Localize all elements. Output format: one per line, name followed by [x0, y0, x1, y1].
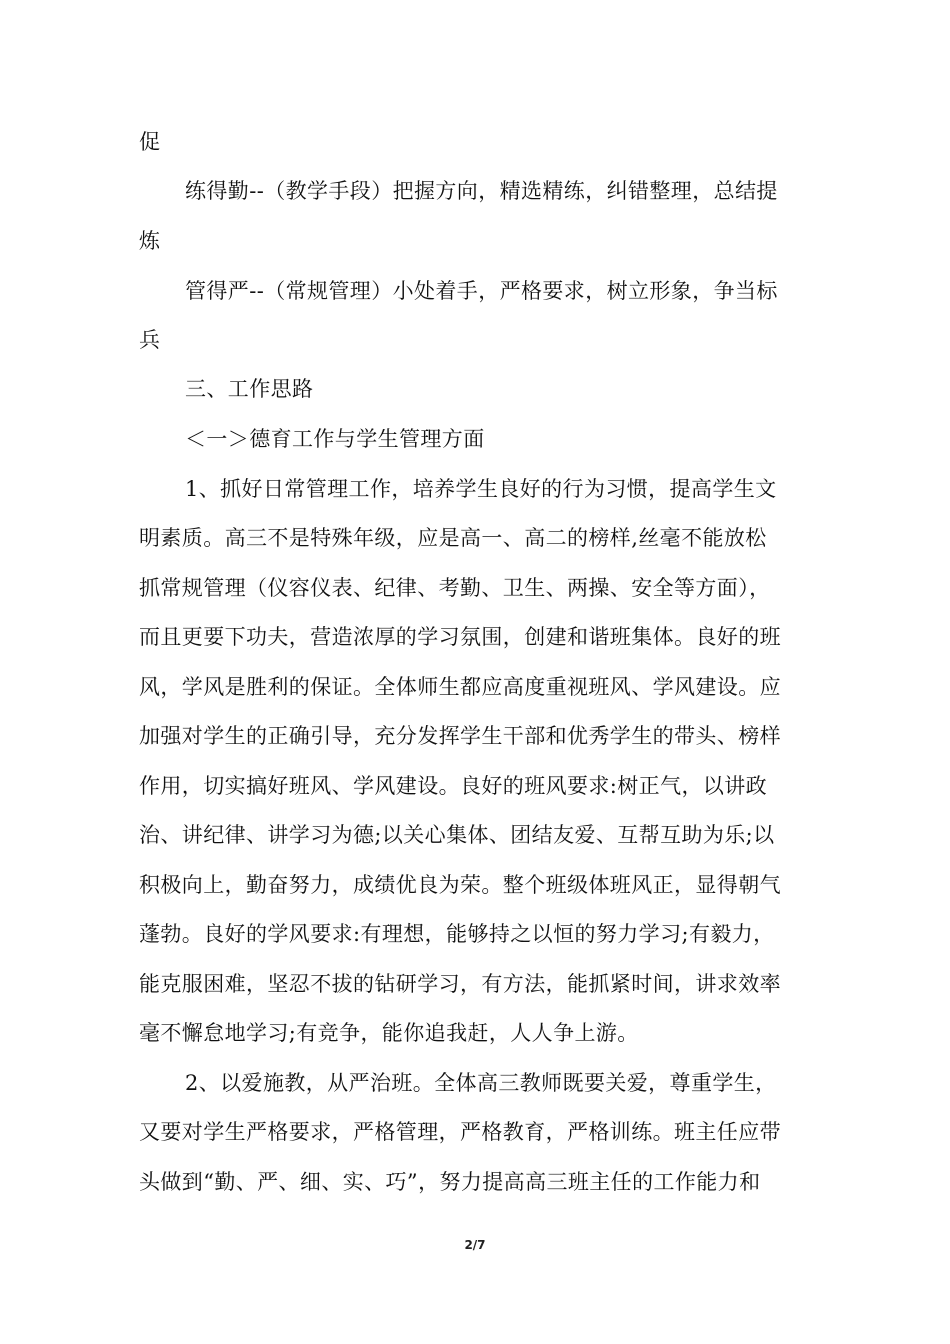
text-line: 管得严--（常规管理）小处着手，严格要求，树立形象，争当标 — [185, 279, 778, 303]
text-line: 能克服困难，坚忍不拔的钻研学习，有方法，能抓紧时间，讲求效率 — [139, 972, 781, 996]
text-line: 抓常规管理（仪容仪表、纪律、考勤、卫生、两操、安全等方面）， — [139, 576, 771, 600]
text-line: 毫不懈怠地学习;有竞争，能你追我赶，人人争上游。 — [139, 1021, 639, 1045]
text-line: 明素质。高三不是特殊年级，应是高一、高二的榜样,丝毫不能放松 — [139, 526, 767, 550]
text-line: 风，学风是胜利的保证。全体师生都应高度重视班风、学风建设。应 — [139, 675, 781, 699]
text-line: 蓬勃。良好的学风要求:有理想，能够持之以恒的努力学习;有毅力， — [139, 922, 775, 946]
text-line: 又要对学生严格要求，严格管理，严格教育，严格训练。班主任应带 — [139, 1120, 781, 1144]
text-line: 加强对学生的正确引导，充分发挥学生干部和优秀学生的带头、榜样 — [139, 724, 781, 748]
text-line: 兵 — [139, 328, 161, 352]
text-line: 促 — [139, 130, 161, 154]
page-number: 2/7 — [464, 1238, 486, 1252]
text-line: 而且更要下功夫，营造浓厚的学习氛围，创建和谐班集体。良好的班 — [139, 625, 781, 649]
text-line: 作用，切实搞好班风、学风建设。良好的班风要求:树正气，以讲政 — [139, 774, 768, 798]
text-line: 2、以爱施教，从严治班。全体高三教师既要关爱，尊重学生， — [185, 1071, 777, 1095]
section-heading: 三、工作思路 — [185, 377, 314, 401]
subsection-heading: ＜一＞德育工作与学生管理方面 — [185, 427, 485, 451]
text-line: 1、抓好日常管理工作，培养学生良好的行为习惯，提高学生文 — [185, 477, 777, 501]
text-line: 练得勤--（教学手段）把握方向，精选精练，纠错整理，总结提 — [185, 179, 778, 203]
text-line: 积极向上，勤奋努力，成绩优良为荣。整个班级体班风正，显得朝气 — [139, 873, 781, 897]
text-line: 炼 — [139, 229, 161, 253]
text-line: 头做到“勤、严、细、实、巧”，努力提高高三班主任的工作能力和 — [139, 1170, 761, 1194]
text-line: 治、讲纪律、讲学习为德;以关心集体、团结友爱、互帮互助为乐;以 — [139, 823, 775, 847]
